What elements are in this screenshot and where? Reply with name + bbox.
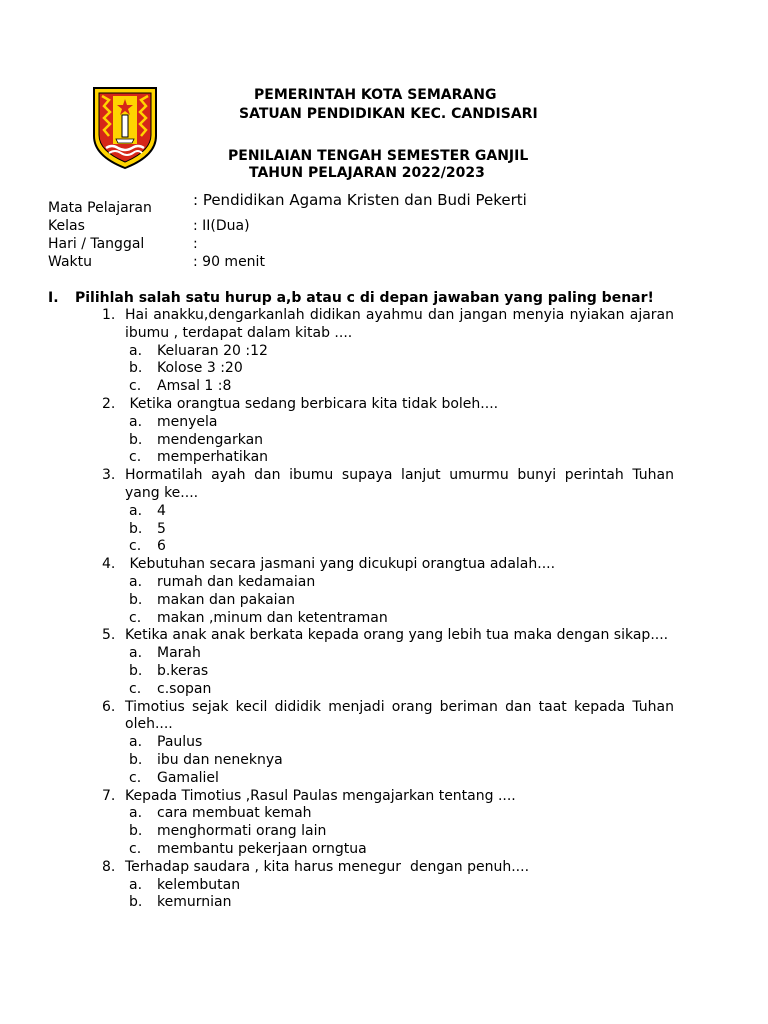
date-label: Hari / Tanggal — [48, 236, 145, 252]
option-letter: a. — [129, 573, 143, 590]
option-letter: c. — [129, 680, 142, 697]
question-8 — [102, 859, 674, 912]
option-b — [102, 823, 674, 841]
section-heading — [48, 289, 654, 307]
option-text: 6 — [157, 538, 166, 555]
option-text: Amsal 1 :8 — [157, 378, 232, 395]
option-text: menghormati orang lain — [157, 823, 327, 840]
section-number: I. — [48, 290, 59, 306]
option-text: c.sopan — [157, 680, 212, 697]
question-text: Timotius sejak kecil dididik menjadi orang beriman dan taat kepada Tuhan oleh.... — [125, 698, 674, 733]
option-letter: a. — [129, 734, 143, 751]
option-c — [102, 681, 674, 699]
option-text: makan ,minum dan ketentraman — [157, 609, 388, 626]
option-letter: c. — [129, 538, 142, 555]
exam-title: PENILAIAN TENGAH SEMESTER GANJIL — [228, 148, 529, 164]
option-letter: c. — [129, 769, 142, 786]
header-school-unit: SATUAN PENDIDIKAN KEC. CANDISARI — [239, 106, 538, 122]
question-number: 2. — [102, 395, 116, 412]
question-text: Kebutuhan secara jasmani yang dicukupi orangtua adalah.... — [125, 556, 556, 573]
option-b — [102, 432, 674, 450]
option-text: Keluaran 20 :12 — [157, 342, 268, 359]
question-number: 3. — [102, 467, 116, 484]
option-letter: c. — [129, 840, 142, 857]
option-a — [102, 734, 674, 752]
date-value: : — [193, 236, 198, 252]
option-text: ibu dan neneknya — [157, 751, 283, 768]
option-b — [102, 894, 674, 912]
option-b — [102, 592, 674, 610]
question-text: Ketika anak anak berkata kepada orang yang lebih tua maka dengan sikap.... — [125, 627, 669, 644]
subject-label: Mata Pelajaran — [48, 200, 152, 216]
subject-value: : Pendidikan Agama Kristen dan Budi Pekerti — [193, 191, 527, 209]
option-text: Paulus — [157, 734, 203, 751]
option-a — [102, 343, 674, 361]
option-letter: b. — [129, 751, 143, 768]
question-number: 6. — [102, 698, 116, 715]
option-text: menyela — [157, 413, 218, 430]
time-label: Waktu — [48, 254, 92, 270]
option-letter: a. — [129, 645, 143, 662]
option-letter: b. — [129, 431, 143, 448]
option-letter: a. — [129, 805, 143, 822]
option-a — [102, 414, 674, 432]
option-letter: b. — [129, 894, 143, 911]
option-a — [102, 503, 674, 521]
option-letter: a. — [129, 413, 143, 430]
option-text: Kolose 3 :20 — [157, 360, 243, 377]
question-text: Hai anakku,dengarkanlah didikan ayahmu dan jangan menyia nyiakan ajaran ibumu , terdapat dalam kitab .... — [125, 307, 674, 341]
option-c — [102, 378, 674, 396]
header-government: PEMERINTAH KOTA SEMARANG — [254, 87, 497, 103]
question-number: 5. — [102, 627, 116, 644]
option-text: 4 — [157, 502, 166, 519]
option-c — [102, 770, 674, 788]
question-number: 8. — [102, 858, 116, 875]
question-text: Hormatilah ayah dan ibumu supaya lanjut umurmu bunyi perintah Tuhan yang ke.... — [125, 467, 674, 501]
option-text: kemurnian — [157, 894, 232, 911]
option-letter: a. — [129, 876, 143, 893]
option-b — [102, 752, 674, 770]
question-7 — [102, 788, 674, 859]
option-a — [102, 645, 674, 663]
option-a — [102, 805, 674, 823]
option-text: b.keras — [157, 662, 209, 679]
section-instruction: Pilihlah salah satu hurup a,b atau c di depan jawaban yang paling benar! — [75, 290, 654, 306]
question-text: Ketika orangtua sedang berbicara kita tidak boleh.... — [125, 395, 499, 412]
option-a — [102, 877, 674, 895]
option-text: Marah — [157, 645, 201, 662]
question-1 — [102, 307, 674, 396]
academic-year: TAHUN PELAJARAN 2022/2023 — [249, 165, 485, 181]
question-text: Kepada Timotius ,Rasul Paulas mengajarkan tentang .... — [125, 787, 516, 804]
option-a — [102, 574, 674, 592]
question-4 — [102, 556, 674, 627]
option-c — [102, 449, 674, 467]
option-text: Gamaliel — [157, 769, 219, 786]
question-number: 1. — [102, 307, 116, 323]
time-value: : 90 menit — [193, 254, 265, 270]
option-b — [102, 521, 674, 539]
option-letter: b. — [129, 360, 143, 377]
option-c — [102, 538, 674, 556]
option-text: rumah dan kedamaian — [157, 573, 316, 590]
option-text: cara membuat kemah — [157, 805, 312, 822]
option-text: 5 — [157, 520, 166, 537]
semarang-city-crest-icon — [92, 86, 158, 170]
option-letter: c. — [129, 378, 142, 395]
option-letter: c. — [129, 449, 142, 466]
option-letter: a. — [129, 342, 143, 359]
option-b — [102, 360, 674, 378]
question-number: 7. — [102, 787, 116, 804]
option-text: memperhatikan — [157, 449, 269, 466]
question-5 — [102, 627, 674, 698]
option-text: membantu pekerjaan orngtua — [157, 840, 367, 857]
class-value: : II(Dua) — [193, 218, 250, 234]
option-b — [102, 663, 674, 681]
question-list — [102, 307, 674, 912]
question-3 — [102, 467, 674, 556]
option-text: kelembutan — [157, 876, 241, 893]
option-letter: a. — [129, 502, 143, 519]
option-text: mendengarkan — [157, 431, 264, 448]
option-letter: b. — [129, 823, 143, 840]
question-6 — [102, 699, 674, 788]
option-letter: b. — [129, 662, 143, 679]
option-letter: c. — [129, 609, 142, 626]
option-letter: b. — [129, 520, 143, 537]
option-text: makan dan pakaian — [157, 591, 296, 608]
option-letter: b. — [129, 591, 143, 608]
option-c — [102, 841, 674, 859]
option-c — [102, 610, 674, 628]
question-text: Terhadap saudara , kita harus menegur dengan penuh.... — [125, 858, 530, 875]
class-label: Kelas — [48, 218, 85, 234]
question-number: 4. — [102, 556, 116, 573]
question-2 — [102, 396, 674, 467]
